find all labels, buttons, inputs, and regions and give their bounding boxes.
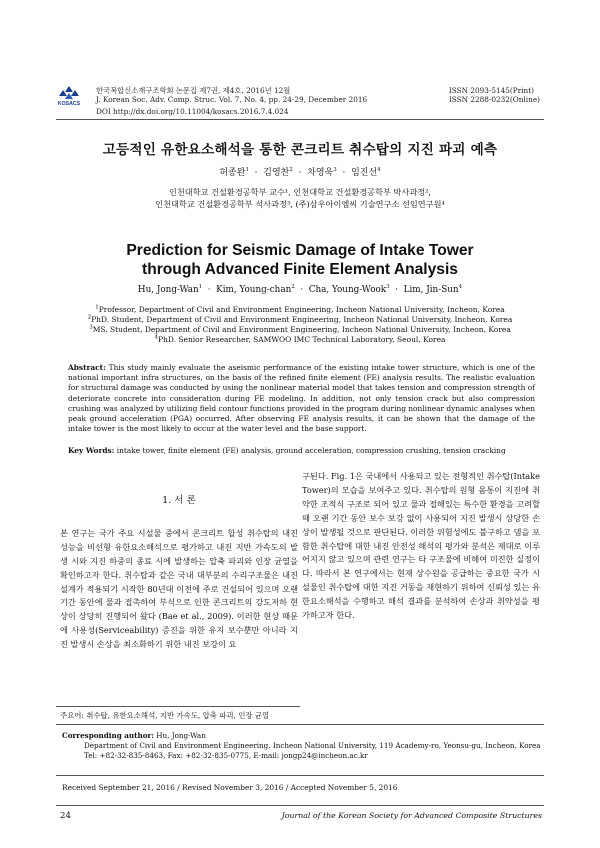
affiliation-kr-line1: 인천대학교 건설환경공학부 교수¹, 인천대학교 건설환경공학부 박사과정², <box>168 187 432 197</box>
keywords-kr: 주요어: 취수탑, 유한요소해석, 지반 가속도, 압축 파괴, 인장 균열 <box>60 711 270 720</box>
abstract-text: This study mainly evaluate the aseismic performance of the existing intake tower structure, which is one of the national important infra structures, on the basis of the refined finite element (FE) analysis results. The realistic evaluation for structural damage was conducted by using the nonlinear material model that takes tension and compression strength of deteriorate concrete into consideration during FE modeling. In addition, not only tension crack but also compression crushing was analyzed by utilizing field contour functions provided in the program during nonlinear dynamic analyses when peak ground acceleration (PGA) occurred. After observing FE analysis results, it can be shown that the damage of the intake tower is the most likely to occur at the water level and the base support. <box>68 363 535 434</box>
corr-rule <box>56 724 544 725</box>
affiliation-en-1: $^1$Professor, Department of Civil and Environment Engineering, Incheon National University, Incheon, Korea <box>95 304 505 314</box>
body-column-left <box>60 470 298 652</box>
section-title: 1. 서 론 <box>162 495 196 506</box>
issn-online: ISSN 2288-0232(Online) <box>448 95 540 105</box>
kosacs-logo <box>56 86 82 106</box>
journal-kr: 한국복합신소재구조학회 논문집 제7권, 제4호, 2016년 12월 <box>96 86 291 95</box>
page-number: 24 <box>60 811 71 821</box>
author-en-1: Hu, Jong-Wan$^1$ <box>137 284 203 295</box>
title-en-line1: Prediction for Seismic Damage of Intake Tower <box>126 242 474 259</box>
intro-paragraph-left: 본 연구는 국가 주요 시설물 중에서 콘크리트 합성 취수탑의 내진 성능을 비선형 유한요소해석으로 평가하고 내진 지반 가속도의 발생 시와 지진 하중의 종료 시에 발생하는 압축 파괴와 인장 균열을 확인하고자 한다. 취수탑과 같은 국내 대부분의 수리구조물은 내진 설계가 적용되기 시작한 80년대 이전에 주로 건설되어 있으며 오랜 기간 동안에 물과 접촉하여 부식으로 인한 콘크리트의 강도저하 현상이 상당히 진행되어 왔다 (Bae et al., 2009). 이러한 현상 때문에 사용성(Serviceability) 증진을 위한 유지 보수뿐만 아니라 지진 발생시 손상을 최소화하기 위한 내진 보강이 요 <box>60 527 298 650</box>
kosacs-logo-icon <box>56 86 82 106</box>
intro-paragraph-right: 구된다. Fig. 1은 국내에서 사용되고 있는 전형적인 취수탑(Intake Tower)의 모습을 보여주고 있다. 취수탑의 원형 몸통이 지진에 취약한 조적식 구조로 되어 있고 물과 접해있는 특수한 환경을 고려할 때 오랜 기간 동안 보수 보강 없이 사용되어 지진 발생시 상당한 손상이 발생될 것으로 판단된다. 이러한 위험성에도 불구하고 댐을 포함한 취수탑에 대한 내진 안전성 해석의 평가와 분석은 제대로 이루어지지 않고 있으며 관련 연구는 타 구조물에 비해여 미진한 실정이다. 따라서 본 연구에서는 현재 상수원을 공급하는 중요한 국가 시설물인 취수탑에 대한 지진 거동을 재현하기 위하여 신뢰성 있는 유한요소해석을 수행하고 해석 결과를 분석하여 손상과 취약성을 평가하고자 한다. <box>302 471 540 621</box>
issn-print: ISSN 2093-5145(Print) <box>448 86 534 95</box>
received-rule <box>56 775 544 776</box>
issn-block <box>449 86 540 105</box>
keywords-text: intake tower, finite element (FE) analysis, ground acceleration, compression crushing, tension cracking <box>116 446 506 455</box>
authors-en: Hu, Jong-Wan$^1$ · Kim, Young-chan$^2$ · Cha, Young-Wook$^3$ · Lim, Jin-Sun$^4$ <box>137 284 463 295</box>
affiliation-en-2: $^2$PhD. Student, Department of Civil and Environment Engineering, Incheon National University, Incheon, Korea <box>87 314 513 324</box>
authors-kr: 허종완$^1$ · 김영찬$^2$ · 차영욱$^3$ · 임진선$^4$ <box>219 167 381 178</box>
doi[interactable]: DOI http://dx.doi.org/10.11004/kosacs.2016.7.4.024 <box>96 107 289 116</box>
abstract-label: Abstract: <box>68 363 106 372</box>
journal-en: J. Korean Soc. Adv. Comp. Struc. Vol. 7, No. 4, pp. 24-29, December 2016 <box>96 95 368 105</box>
author-en-3: Cha, Young-Wook$^3$ <box>308 284 390 295</box>
title-kr: 고등적인 유한요소해석을 통한 콘크리트 취수탑의 지진 파괴 예측 <box>102 142 498 158</box>
affiliation-kr-line2: 인천대학교 건설환경공학부 석사과정³, (주)삼우아이엠씨 기술연구소 선임연구원⁴ <box>155 199 445 210</box>
corr-contact: Tel: +82-32-835-8463, Fax: +82-32-835-0775, E-mail: jongp24@incheon.ac.kr <box>84 751 368 760</box>
corr-name: Hu, Jong-Wan <box>156 731 206 740</box>
author-en-2: Kim, Young-chan$^2$ <box>216 284 295 295</box>
keywords-label: Key Words: <box>68 446 115 455</box>
header-rule <box>56 119 544 120</box>
affiliation-en-3: $^3$MS. Student, Department of Civil and Environment Engineering, Incheon National University, Incheon, Korea <box>89 324 511 334</box>
journal-footer: Journal of the Korean Society for Advanced Composite Structures <box>281 811 542 820</box>
affiliation-en-4: $^4$PhD. Senior Researcher, SAMWOO IMC Technical Laboratory, Seoul, Korea <box>154 334 446 344</box>
title-en <box>0 241 600 279</box>
journal-info <box>96 86 367 105</box>
abstract <box>68 363 535 434</box>
author-kr-3: 차영욱$^3$ <box>307 167 337 178</box>
affiliations-en <box>0 305 600 345</box>
corr-address: Department of Civil and Environment Engineering, Incheon National University, 119 Academy-ro, Yeonsu-gu, Incheon, Korea <box>84 741 541 750</box>
author-kr-4: 임진선$^4$ <box>351 167 381 178</box>
footer-rule <box>56 805 544 806</box>
affiliations-kr <box>0 186 600 210</box>
footnote-rule <box>56 706 300 707</box>
corr-label: Corresponding author: <box>62 731 154 740</box>
body-column-right <box>302 470 540 623</box>
author-kr-1: 허종완$^1$ <box>219 167 249 178</box>
keywords-en <box>68 446 535 456</box>
title-en-line2: through Advanced Finite Element Analysis <box>142 261 458 278</box>
logo-text: KOSACS <box>57 101 81 106</box>
corresponding-author <box>62 731 542 761</box>
author-en-4: Lim, Jin-Sun$^4$ <box>403 284 463 295</box>
author-kr-2: 김영찬$^2$ <box>263 167 293 178</box>
received-dates: Received September 21, 2016 / Revised November 3, 2016 / Accepted November 5, 2016 <box>62 783 398 792</box>
